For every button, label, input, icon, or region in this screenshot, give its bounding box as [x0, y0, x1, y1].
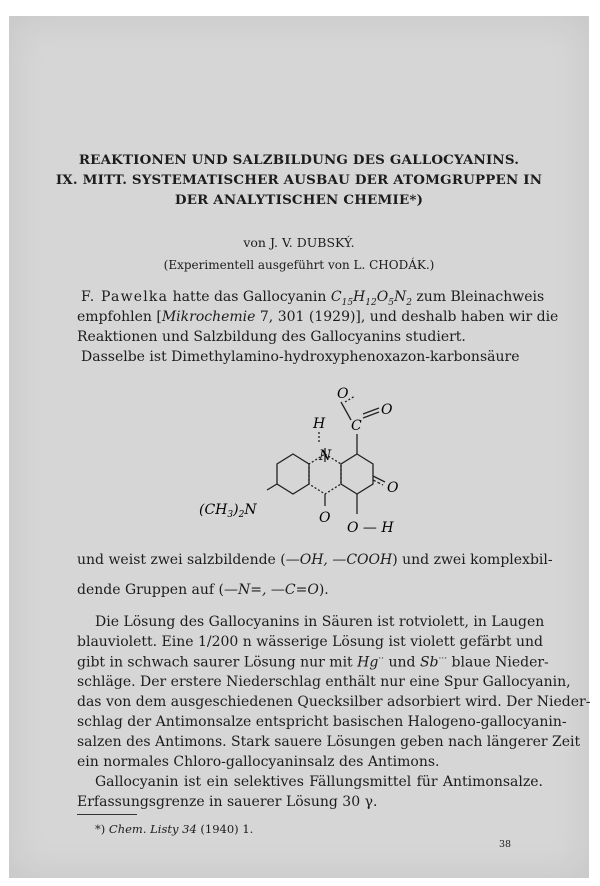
para1-line2: empfohlen [Mikrochemie 7, 301 (1929)], und deshalb haben wir die — [77, 309, 559, 325]
para4-line7: salzen des Antimons. Stark sauere Lösungen geben nach längerer Zeit — [77, 734, 581, 750]
atom-C-acid: C — [351, 418, 362, 434]
journal-mikrochemie: Mikrochemie — [161, 309, 256, 325]
para4-line2: blauviolett. Eine 1/200 n wässerige Lösung ist violett gefärbt und — [77, 634, 543, 650]
ring-left — [277, 454, 309, 494]
paper-page — [9, 16, 589, 878]
atom-O-keto: O — [387, 480, 399, 496]
para5-line2: Erfassungsgrenze in sauerer Lösung 30 γ. — [77, 794, 378, 810]
para5-line1: Gallocyanin ist ein selektives Fällungsmittel für Antimonsalze. — [95, 774, 543, 790]
atom-N-ring: N — [319, 448, 332, 464]
title-line-1: REAKTIONEN UND SALZBILDUNG DES GALLOCYANINS. — [78, 152, 520, 168]
atom-O-top: O — [337, 386, 349, 402]
credit-line: (Experimentell ausgeführt von L. CHODÁK.) — [163, 258, 435, 272]
para2-line: Dasselbe ist Dimethylamino-hydroxyphenoxazon-karbonsäure — [81, 349, 520, 365]
atom-O-carbonyl: O — [381, 402, 393, 418]
para3-line2: dende Gruppen auf (—N=, —C=O). — [77, 582, 329, 598]
author-line: von J. V. DUBSKÝ. — [243, 235, 355, 250]
title-line-3: DER ANALYTISCHEN CHEMIE*) — [174, 192, 424, 208]
para4-line4: schläge. Der erstere Niederschlag enthält nur eine Spur Gallocyanin, — [77, 674, 571, 690]
dimethylamino-group: $(CH_3)_2N$ — [199, 502, 257, 520]
footnote-journal: Chem. Listy 34 — [108, 822, 197, 836]
atom-H-hbond: H — [313, 416, 326, 432]
title-line-2: IX. MITT. SYSTEMATISCHER AUSBAU DER ATOMGRUPPEN IN — [55, 172, 543, 188]
gallocyanin-structure — [169, 364, 429, 554]
footnote-rule — [77, 814, 137, 815]
para4-line3: gibt in schwach saurer Lösung nur mit Hg·· und Sb··· blaue Nieder- — [77, 654, 549, 671]
footnote: *) Chem. Listy 34 (1940) 1. — [95, 822, 254, 836]
para4-line1: Die Lösung des Gallocyanins in Säuren ist rotviolett, in Laugen — [95, 614, 545, 630]
page-number: 38 — [499, 839, 512, 850]
para4-line5: das von dem ausgeschiedenen Quecksilber adsorbiert wird. Der Nieder- — [77, 694, 591, 710]
para1-line3: Reaktionen und Salzbildung des Gallocyanins studiert. — [77, 329, 466, 345]
para4-line8: ein normales Chloro-gallocyaninsalz des Antimons. — [77, 754, 440, 770]
hydroxyl-group: O — H — [347, 520, 394, 536]
atom-O-ring: O — [319, 510, 331, 526]
ring-right — [341, 454, 373, 494]
para1-line1: F. Pawelka hatte das Gallocyanin $C_{15}H_{12}O_5N_2$ zum Bleinachweis — [81, 289, 545, 308]
para3-line1: und weist zwei salzbildende (—OH, —COOH) und zwei komplexbil- — [77, 552, 553, 568]
author-name: F. Pawelka — [81, 289, 169, 305]
para4-line6: schlag der Antimonsalze entspricht basischen Halogeno-gallocyanin- — [77, 714, 567, 730]
